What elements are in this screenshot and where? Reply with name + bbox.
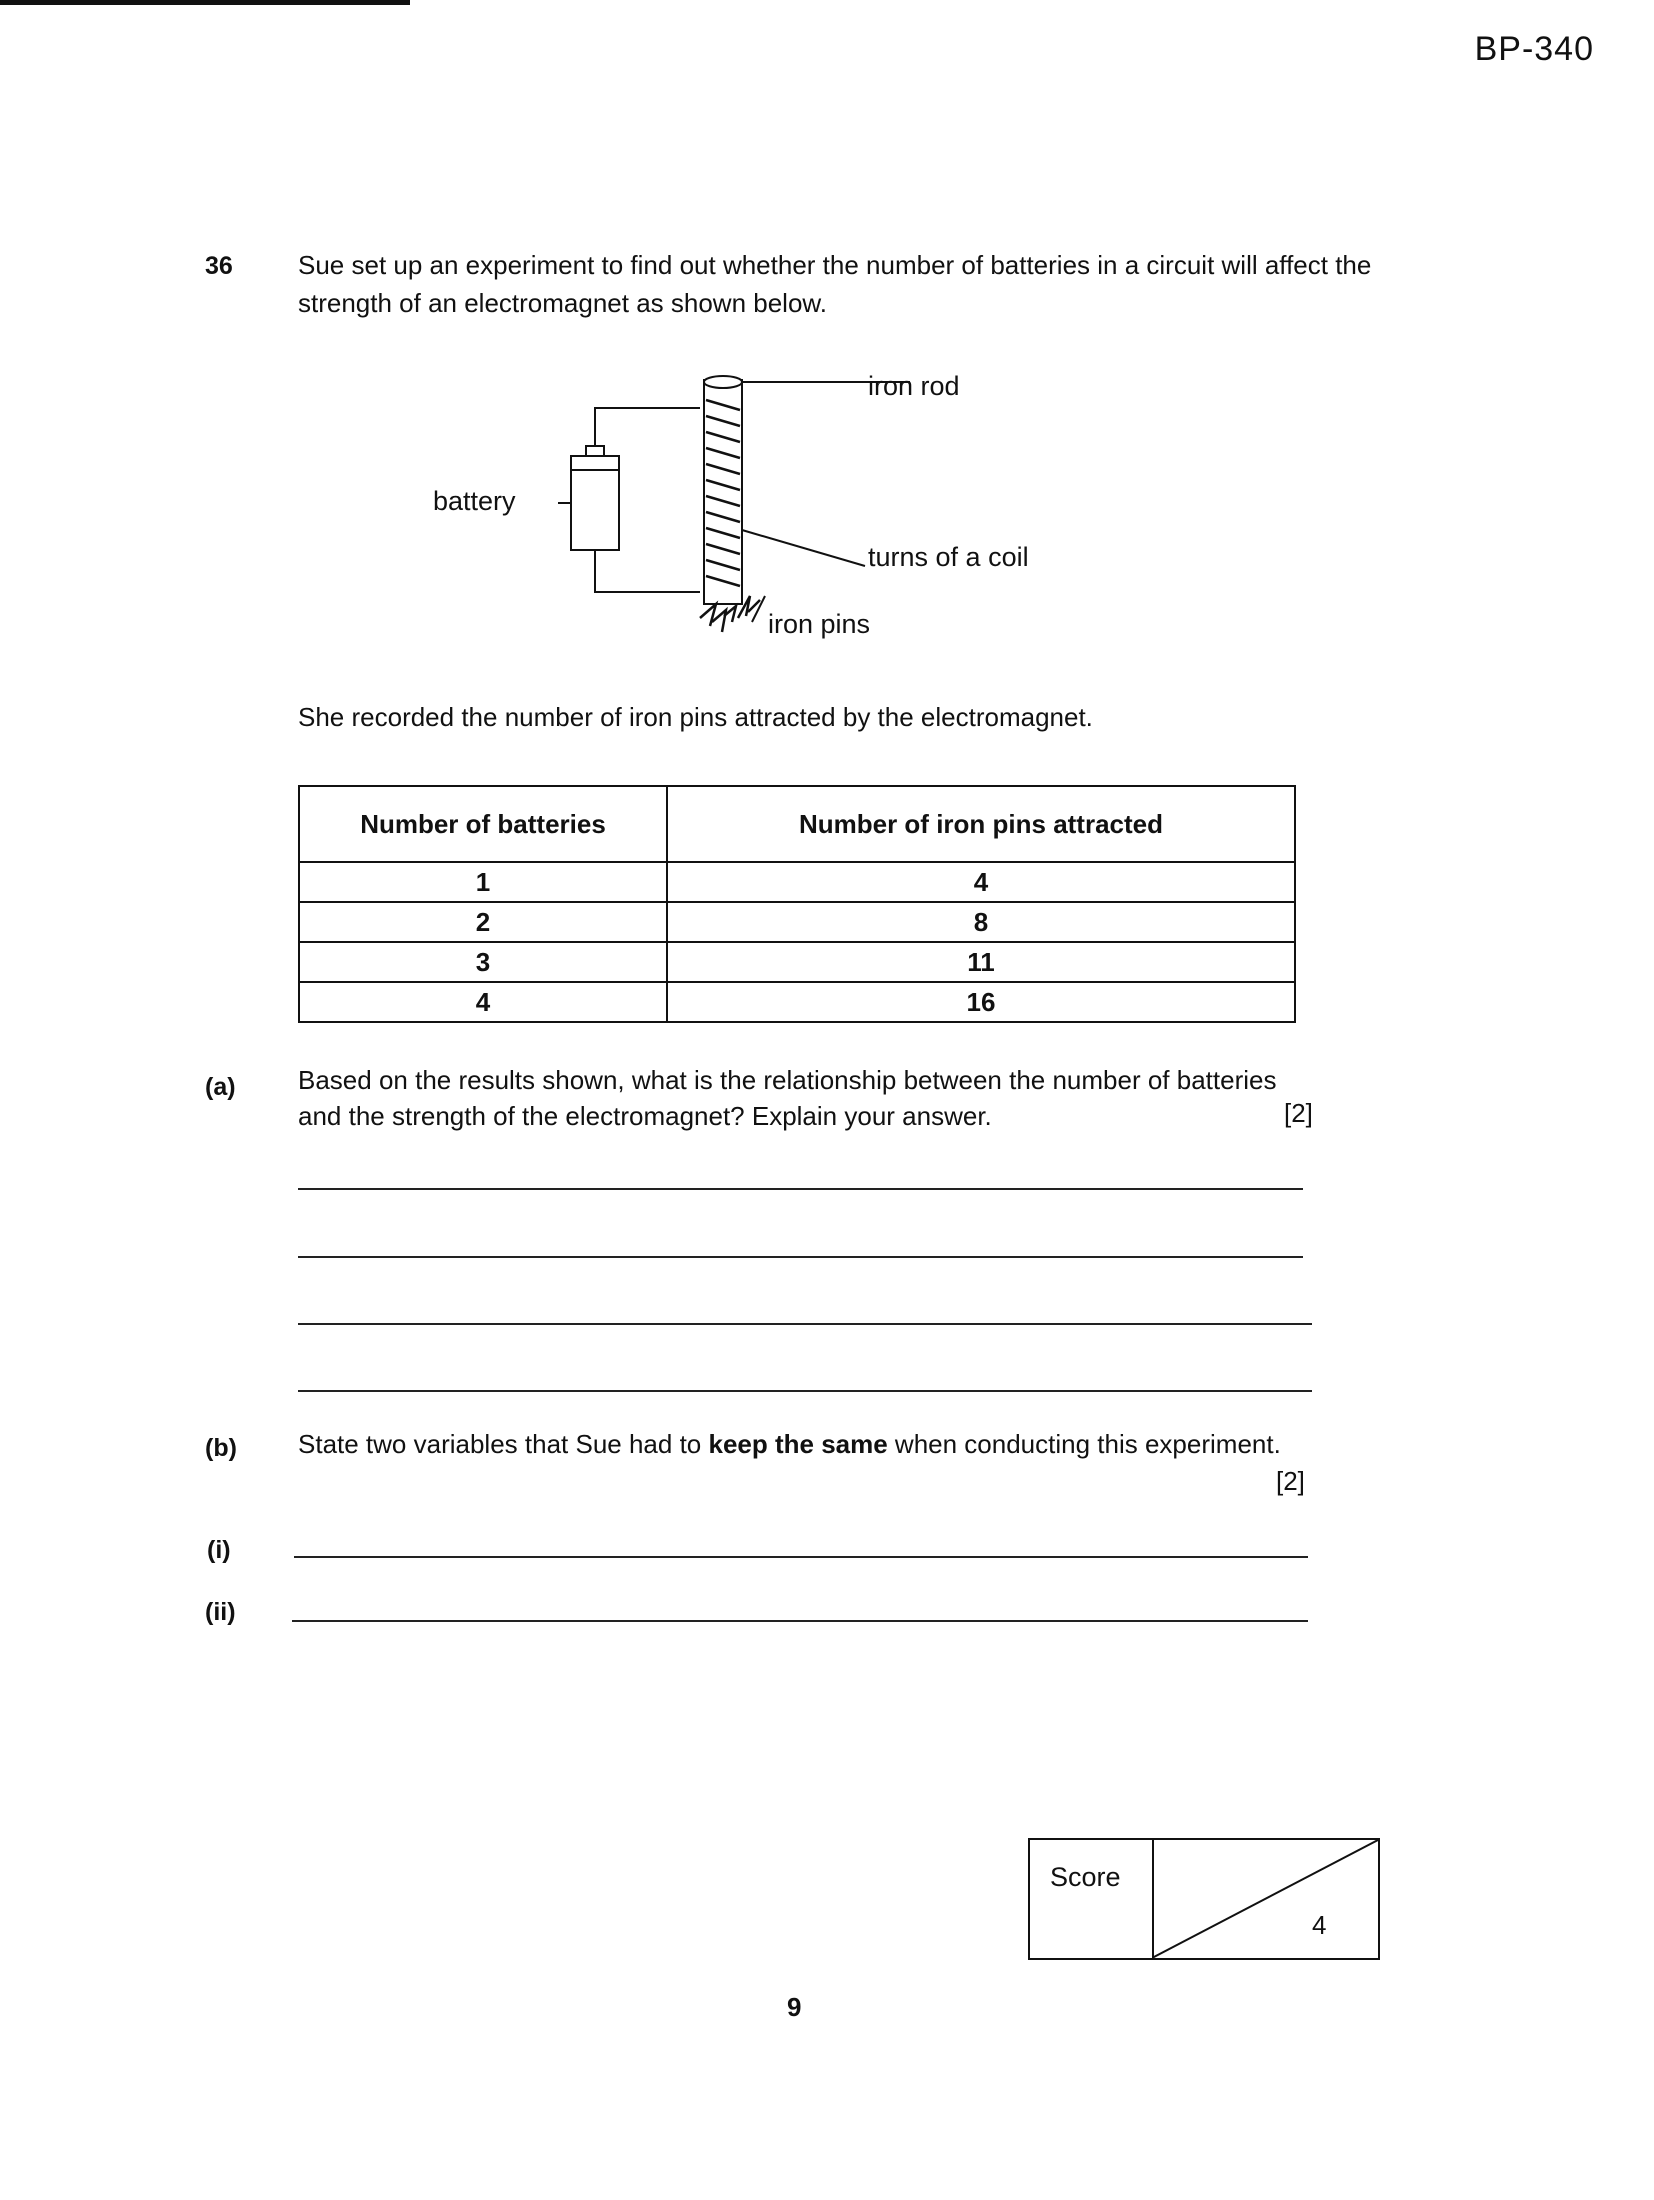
part-b-marks: [2] bbox=[1276, 1466, 1305, 1496]
cell-batteries: 1 bbox=[299, 862, 667, 902]
cell-batteries: 4 bbox=[299, 982, 667, 1022]
answer-line-a-2[interactable] bbox=[298, 1256, 1303, 1258]
page-number: 9 bbox=[787, 1992, 802, 2022]
label-turns-of-coil: turns of a coil bbox=[868, 542, 1029, 572]
cell-pins: 11 bbox=[667, 942, 1295, 982]
table-header-row bbox=[299, 786, 1295, 862]
cell-batteries: 3 bbox=[299, 942, 667, 982]
answer-line-b-i[interactable] bbox=[294, 1556, 1308, 1558]
table-row bbox=[299, 902, 1295, 942]
cell-batteries: 2 bbox=[299, 902, 667, 942]
top-rule bbox=[0, 0, 410, 5]
part-b-label: (b) bbox=[205, 1434, 237, 1462]
cell-pins: 4 bbox=[667, 862, 1295, 902]
header-pins: Number of iron pins attracted bbox=[667, 786, 1295, 862]
score-box bbox=[1028, 1838, 1380, 1960]
part-a-question: Based on the results shown, what is the relationship between the number of batteries and the strength of the electromagnet? Explain your answer. bbox=[298, 1065, 1277, 1131]
header-batteries: Number of batteries bbox=[299, 786, 667, 862]
part-b-text-bold: keep the same bbox=[708, 1429, 888, 1459]
score-label: Score bbox=[1050, 1862, 1121, 1892]
score-max: 4 bbox=[1312, 1910, 1327, 1940]
part-b-question bbox=[298, 1425, 1298, 1463]
score-slash bbox=[1152, 1840, 1378, 1958]
top-wire bbox=[595, 408, 700, 456]
answer-line-a-1[interactable] bbox=[298, 1188, 1303, 1190]
question-intro: Sue set up an experiment to find out whether the number of batteries in a circuit will affect the strength of an electromagnet as shown below. bbox=[298, 250, 1372, 318]
part-a-label: (a) bbox=[205, 1073, 236, 1101]
sub-label-ii: (ii) bbox=[205, 1598, 236, 1626]
table-row bbox=[299, 862, 1295, 902]
battery-icon bbox=[571, 446, 619, 550]
recorded-text: She recorded the number of iron pins attracted by the electromagnet. bbox=[298, 702, 1093, 732]
question-number: 36 bbox=[205, 252, 233, 280]
coil-leader bbox=[742, 530, 865, 566]
cell-pins: 16 bbox=[667, 982, 1295, 1022]
electromagnet-diagram bbox=[410, 360, 1110, 660]
part-b-text-before: State two variables that Sue had to bbox=[298, 1429, 709, 1459]
answer-line-b-ii[interactable] bbox=[292, 1620, 1308, 1622]
results-table bbox=[298, 785, 1296, 1023]
part-a-marks: [2] bbox=[1284, 1098, 1313, 1128]
answer-line-a-4[interactable] bbox=[298, 1390, 1312, 1392]
label-iron-rod: iron rod bbox=[868, 371, 960, 401]
sub-label-i: (i) bbox=[207, 1536, 231, 1564]
bottom-wire bbox=[595, 550, 700, 592]
label-iron-pins: iron pins bbox=[768, 609, 871, 639]
cell-pins: 8 bbox=[667, 902, 1295, 942]
document-code: BP-340 bbox=[1474, 30, 1594, 68]
answer-line-a-3[interactable] bbox=[298, 1323, 1312, 1325]
table-row bbox=[299, 942, 1295, 982]
label-battery: battery bbox=[433, 486, 516, 516]
table-row bbox=[299, 982, 1295, 1022]
part-b-text-after: when conducting this experiment. bbox=[887, 1429, 1281, 1459]
